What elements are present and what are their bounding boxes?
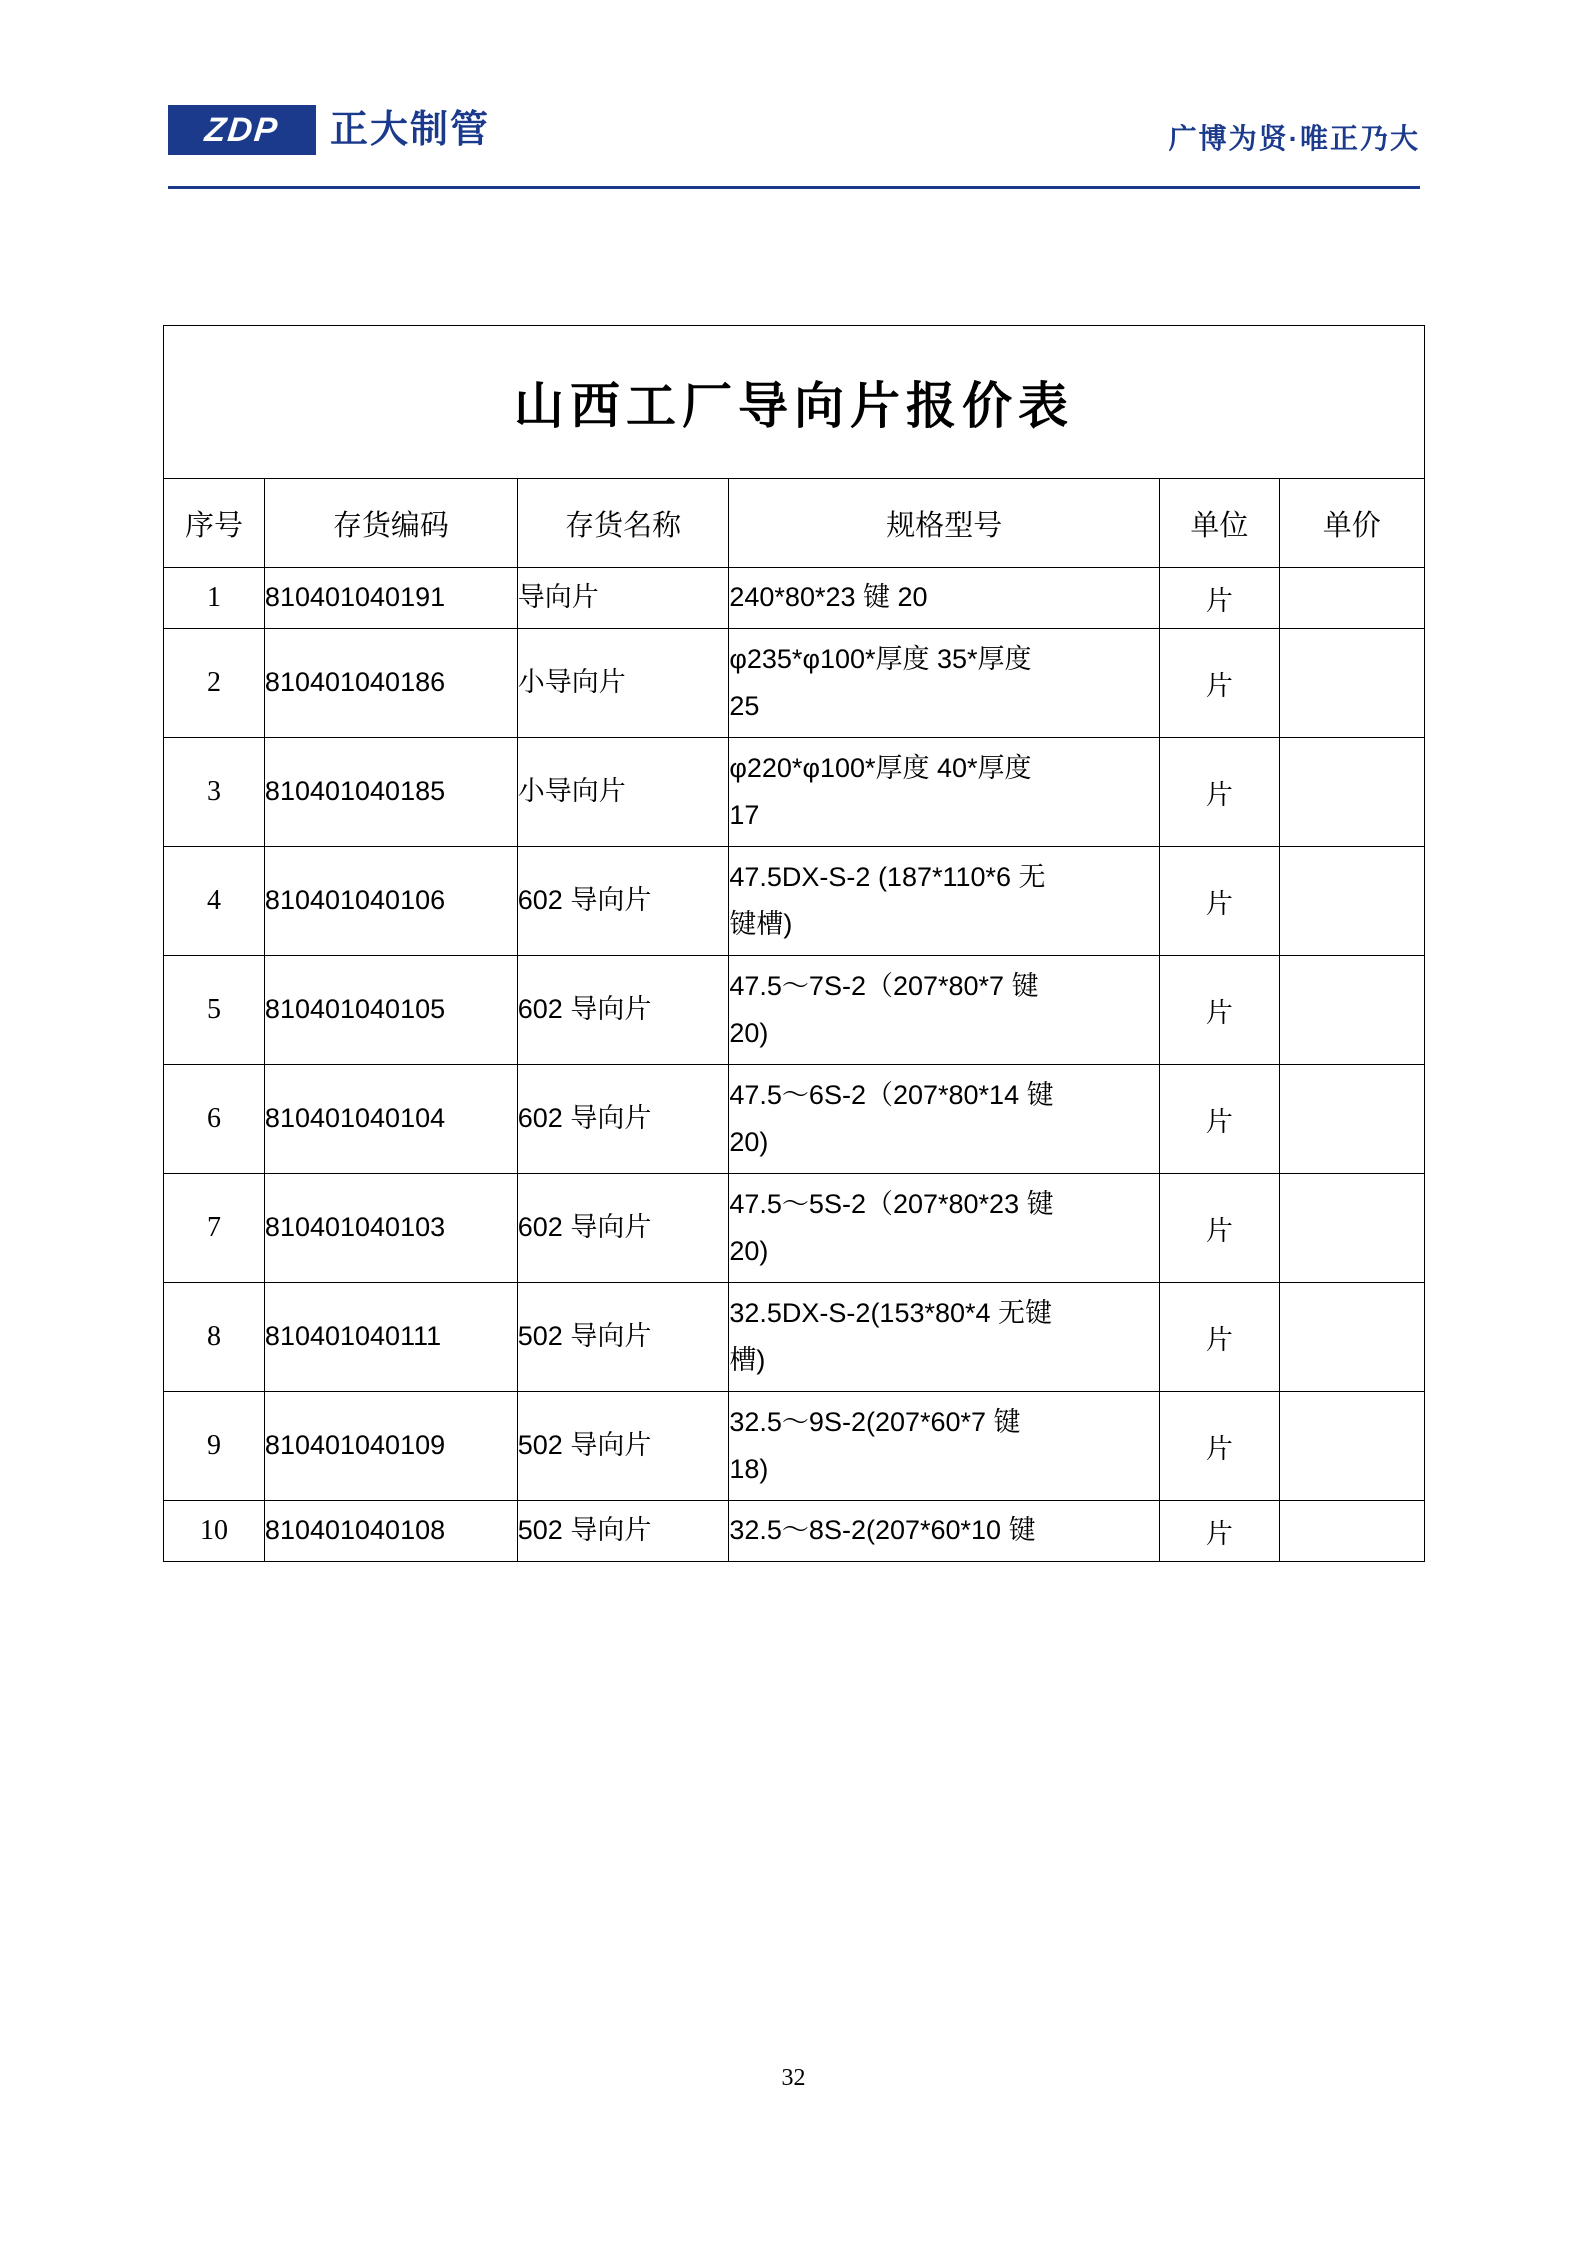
cell-spec-line2: 17 — [729, 800, 760, 830]
cell-price — [1279, 1501, 1424, 1562]
cell-spec — [729, 847, 1160, 956]
cell-code: 810401040185 — [264, 738, 517, 847]
cell-name: 602 导向片 — [517, 847, 729, 956]
cell-unit: 片 — [1160, 738, 1279, 847]
logo-company-name: 正大制管 — [330, 109, 491, 151]
cell-name: 导向片 — [517, 568, 729, 629]
table-row — [164, 1283, 1425, 1392]
cell-unit: 片 — [1160, 568, 1279, 629]
cell-code: 810401040186 — [264, 629, 517, 738]
cell-unit: 片 — [1160, 1392, 1279, 1501]
cell-index: 9 — [164, 1392, 265, 1501]
cell-spec-line1: 32.5DX-S-2(153*80*4 无键 — [729, 1297, 1053, 1328]
cell-code: 810401040103 — [264, 1174, 517, 1283]
cell-code: 810401040105 — [264, 956, 517, 1065]
column-header-unit: 单位 — [1160, 479, 1279, 568]
cell-unit: 片 — [1160, 1174, 1279, 1283]
table-header-row — [164, 479, 1425, 568]
cell-spec — [729, 956, 1160, 1065]
cell-price — [1279, 1283, 1424, 1392]
column-header-name: 存货名称 — [517, 479, 729, 568]
cell-name: 602 导向片 — [517, 1065, 729, 1174]
cell-price — [1279, 1392, 1424, 1501]
quote-table-container — [163, 325, 1425, 1562]
cell-spec-line2: 20) — [729, 1018, 769, 1048]
cell-price — [1279, 847, 1424, 956]
cell-spec-line2: 20) — [729, 1236, 769, 1266]
cell-unit: 片 — [1160, 1283, 1279, 1392]
cell-spec — [729, 1392, 1160, 1501]
cell-code: 810401040104 — [264, 1065, 517, 1174]
cell-spec-line2: 20) — [729, 1127, 769, 1157]
column-header-price: 单价 — [1279, 479, 1424, 568]
cell-spec — [729, 1501, 1160, 1562]
cell-spec — [729, 738, 1160, 847]
cell-index: 10 — [164, 1501, 265, 1562]
cell-spec-line1: 47.5～6S-2（207*80*14 键 — [729, 1079, 1054, 1110]
document-header — [168, 105, 1420, 185]
cell-price — [1279, 629, 1424, 738]
table-row — [164, 1065, 1425, 1174]
column-header-index: 序号 — [164, 479, 265, 568]
cell-name: 502 导向片 — [517, 1392, 729, 1501]
cell-unit: 片 — [1160, 847, 1279, 956]
cell-name: 502 导向片 — [517, 1283, 729, 1392]
company-slogan: 广博为贤·唯正乃大 — [1168, 123, 1420, 154]
cell-unit: 片 — [1160, 629, 1279, 738]
table-row — [164, 738, 1425, 847]
company-logo — [168, 105, 490, 155]
cell-index: 6 — [164, 1065, 265, 1174]
cell-price — [1279, 956, 1424, 1065]
cell-spec-line1: 47.5～5S-2（207*80*23 键 — [729, 1188, 1054, 1219]
cell-spec-line1: 47.5～7S-2（207*80*7 键 — [729, 970, 1039, 1001]
cell-spec-line2: 18) — [729, 1454, 769, 1484]
cell-price — [1279, 738, 1424, 847]
cell-code: 810401040106 — [264, 847, 517, 956]
cell-name: 小导向片 — [517, 738, 729, 847]
cell-spec-line1: 47.5DX-S-2 (187*110*6 无 — [729, 861, 1046, 892]
cell-name: 502 导向片 — [517, 1501, 729, 1562]
cell-name: 602 导向片 — [517, 956, 729, 1065]
cell-unit: 片 — [1160, 956, 1279, 1065]
cell-spec-line1: φ235*φ100*厚度 35*厚度 — [729, 643, 1032, 674]
cell-spec-line1: 240*80*23 键 20 — [729, 582, 928, 613]
table-title: 山西工厂导向片报价表 — [164, 326, 1425, 479]
quote-table — [163, 325, 1425, 1562]
cell-spec-line2: 25 — [729, 691, 760, 721]
column-header-spec: 规格型号 — [729, 479, 1160, 568]
zdp-logo-icon — [168, 105, 316, 155]
cell-price — [1279, 568, 1424, 629]
cell-index: 8 — [164, 1283, 265, 1392]
logo-mark-text: ZDP — [203, 111, 281, 149]
column-header-code: 存货编码 — [264, 479, 517, 568]
cell-spec — [729, 1283, 1160, 1392]
table-row — [164, 1392, 1425, 1501]
table-row — [164, 1501, 1425, 1562]
cell-index: 2 — [164, 629, 265, 738]
cell-spec-line1: 32.5～9S-2(207*60*7 键 — [729, 1406, 1021, 1437]
table-row — [164, 1174, 1425, 1283]
cell-unit: 片 — [1160, 1501, 1279, 1562]
page-number: 32 — [781, 2065, 806, 2091]
cell-code: 810401040111 — [264, 1283, 517, 1392]
cell-spec-line1: φ220*φ100*厚度 40*厚度 — [729, 752, 1032, 783]
cell-name: 小导向片 — [517, 629, 729, 738]
header-divider — [168, 186, 1420, 189]
cell-index: 4 — [164, 847, 265, 956]
cell-spec-line2: 槽) — [729, 1345, 766, 1375]
cell-spec — [729, 629, 1160, 738]
cell-spec-line2: 键槽) — [729, 909, 793, 939]
cell-code: 810401040109 — [264, 1392, 517, 1501]
cell-index: 1 — [164, 568, 265, 629]
cell-index: 3 — [164, 738, 265, 847]
table-row — [164, 956, 1425, 1065]
table-row — [164, 847, 1425, 956]
cell-index: 5 — [164, 956, 265, 1065]
table-row — [164, 629, 1425, 738]
cell-spec — [729, 1065, 1160, 1174]
cell-spec-line1: 32.5～8S-2(207*60*10 键 — [729, 1515, 1036, 1546]
cell-unit: 片 — [1160, 1065, 1279, 1174]
cell-spec — [729, 1174, 1160, 1283]
cell-index: 7 — [164, 1174, 265, 1283]
cell-price — [1279, 1065, 1424, 1174]
table-row — [164, 568, 1425, 629]
cell-code: 810401040108 — [264, 1501, 517, 1562]
cell-spec — [729, 568, 1160, 629]
cell-price — [1279, 1174, 1424, 1283]
cell-name: 602 导向片 — [517, 1174, 729, 1283]
cell-code: 810401040191 — [264, 568, 517, 629]
table-title-row — [164, 326, 1425, 479]
